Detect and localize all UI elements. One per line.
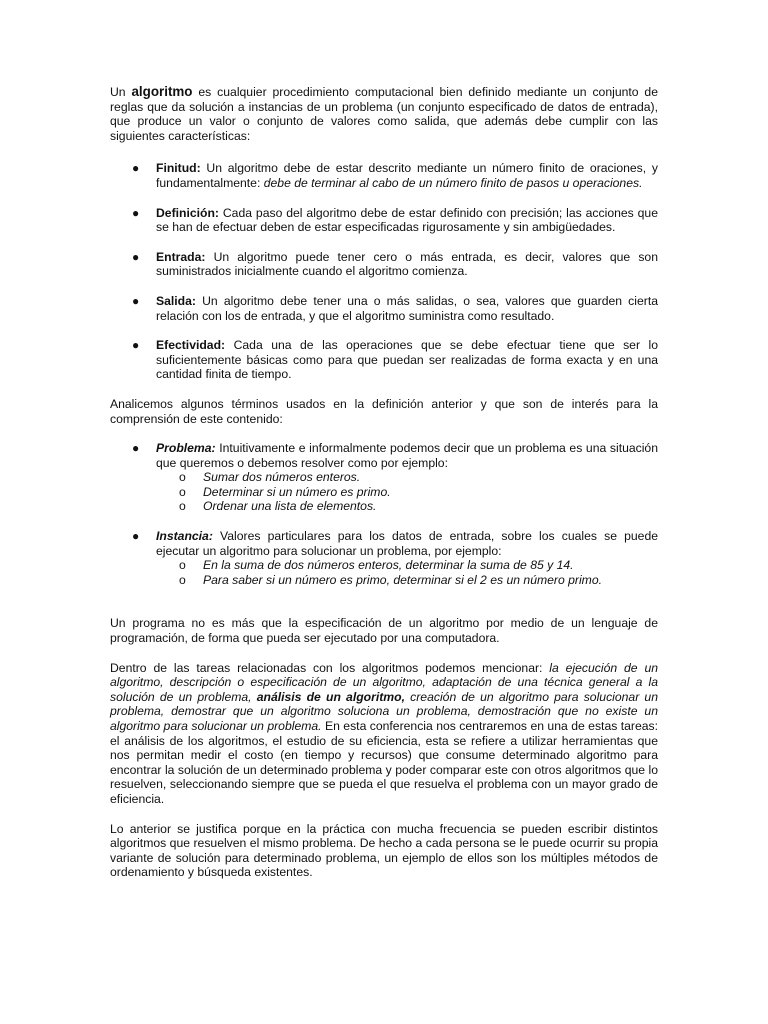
document-page xyxy=(110,85,658,895)
term-text: Valores particulares para los datos de entrada, sobre los cuales se puede ejecutar un algoritmo para solucionar un problema, por ejemplo: xyxy=(156,529,658,558)
bullet-icon: ● xyxy=(132,249,140,264)
characteristic-term: Entrada: xyxy=(156,249,206,264)
characteristic-item-finitud xyxy=(110,161,658,190)
characteristics-list xyxy=(110,161,658,382)
bullet-icon: ● xyxy=(132,338,140,353)
example-item xyxy=(156,558,658,573)
examples-list xyxy=(156,470,658,514)
characteristic-term: Finitud: xyxy=(156,161,201,176)
analysis-intro-paragraph: Analicemos algunos términos usados en la definición anterior y que son de interés para la comprensión de este contenido: xyxy=(110,396,658,426)
characteristic-item-efectividad xyxy=(110,338,658,382)
characteristic-text: Un algoritmo debe tener una o más salidas, o sea, valores que guarden cierta relación con los de entrada, y que el algoritmo suministra como resultado. xyxy=(156,293,658,323)
example-text: Determinar si un número es primo. xyxy=(203,484,391,499)
example-item xyxy=(156,573,658,588)
circle-bullet-icon: o xyxy=(179,572,186,587)
program-paragraph: Un programa no es más que la especificación de un algoritmo por medio de un lenguaje de programación, de forma que pueda ser ejecutado por una computadora. xyxy=(110,616,658,646)
bullet-icon: ● xyxy=(132,161,140,176)
tasks-text-start: Dentro de las tareas relacionadas con los algoritmos podemos mencionar: xyxy=(110,660,550,675)
bullet-icon: ● xyxy=(132,293,140,308)
examples-list xyxy=(156,558,658,587)
characteristic-text: Un algoritmo debe de estar descrito mediante un número finito de oraciones, y fundamentalmente: xyxy=(156,161,658,190)
bullet-icon: ● xyxy=(132,441,140,456)
characteristic-item-entrada xyxy=(110,250,658,279)
tasks-bold-emphasis: análisis de un algoritmo, xyxy=(256,689,405,704)
bullet-icon: ● xyxy=(132,529,140,544)
characteristic-text: Cada paso del algoritmo debe de estar definido con precisión; las acciones que se han de efectuar deben de estar especificadas rigurosamente y sin ambigüedades. xyxy=(156,205,658,235)
characteristic-text: Un algoritmo puede tener cero o más entrada, es decir, valores que son suministrados inicialmente cuando el algoritmo comienza. xyxy=(156,249,658,279)
term-label: Instancia: xyxy=(156,529,213,544)
term-label: Problema: xyxy=(156,441,216,456)
characteristic-item-salida xyxy=(110,294,658,323)
example-text: Sumar dos números enteros. xyxy=(203,470,361,485)
intro-text-rest: es cualquier procedimiento computacional bien definido mediante un conjunto de reglas que da solución a instancias de un problema (un conjunto especificado de datos de entrada), que produce un valor o conjunto de valores como salida, que además debe cumplir con las siguientes características: xyxy=(110,85,658,143)
characteristic-term: Efectividad: xyxy=(156,338,226,353)
characteristic-text: Cada una de las operaciones que se debe efectuar tiene que ser lo suficientemente básicas como para que puedan ser realizadas de forma exacta y en una cantidad finita de tiempo. xyxy=(156,338,658,382)
tasks-italic-list-end: creación de un algoritmo para solucionar un problema, demostrar que un algoritmo soluciona un problema, demostración que no existe un algoritmo para solucionar un problema. xyxy=(110,689,658,733)
characteristic-term: Definición: xyxy=(156,205,219,220)
circle-bullet-icon: o xyxy=(179,499,186,514)
characteristic-item-definicion xyxy=(110,206,658,235)
tasks-text-rest: En esta conferencia nos centraremos en una de estas tareas: el análisis de los algoritmos, el estudio de su eficiencia, esta se refiere a utilizar herramientas que nos permitan medir el costo (en tiempo y recursos) que consume determinado algoritmo para encontrar la solución de un determinado problema y poder comparar este con otros algoritmos que lo resuelven, seleccionando siempre que se pueda el que resuelva el problema con un mayor grado de eficiencia. xyxy=(110,719,659,806)
example-item xyxy=(156,499,658,514)
bullet-icon: ● xyxy=(132,205,140,220)
keyword-algoritmo: algoritmo xyxy=(131,84,193,99)
circle-bullet-icon: o xyxy=(179,558,186,573)
final-paragraph: Lo anterior se justifica porque en la práctica con mucha frecuencia se pueden escribir distintos algoritmos que resuelven el mismo problema. De hecho a cada persona se le puede ocurrir su propia variante de solución para determinado problema, un ejemplo de ellos son los múltiples métodos de ordenamiento y búsqueda existentes. xyxy=(110,821,658,880)
example-item xyxy=(156,485,658,500)
term-item-instancia xyxy=(110,529,658,587)
example-text: Ordenar una lista de elementos. xyxy=(203,499,377,514)
example-text: En la suma de dos números enteros, determinar la suma de 85 y 14. xyxy=(203,558,574,573)
characteristic-term: Salida: xyxy=(156,293,196,308)
circle-bullet-icon: o xyxy=(179,470,186,485)
example-text: Para saber si un número es primo, determinar si el 2 es un número primo. xyxy=(203,572,602,587)
term-item-problema xyxy=(110,441,658,514)
example-item xyxy=(156,470,658,485)
terms-list xyxy=(110,441,658,587)
circle-bullet-icon: o xyxy=(179,484,186,499)
characteristic-emphasis: debe de terminar al cabo de un número finito de pasos u operaciones. xyxy=(263,175,643,190)
intro-text-start: Un xyxy=(110,85,132,99)
intro-paragraph xyxy=(110,85,658,143)
tasks-paragraph xyxy=(110,661,658,807)
term-text: Intuitivamente e informalmente podemos decir que un problema es una situación que queremos o debemos resolver como por ejemplo: xyxy=(156,441,658,470)
spacer xyxy=(110,602,658,616)
tasks-italic-list: la ejecución de un algoritmo, descripción o especificación de un algoritmo, adaptación de una técnica general a la solución de un problema, xyxy=(110,660,659,704)
